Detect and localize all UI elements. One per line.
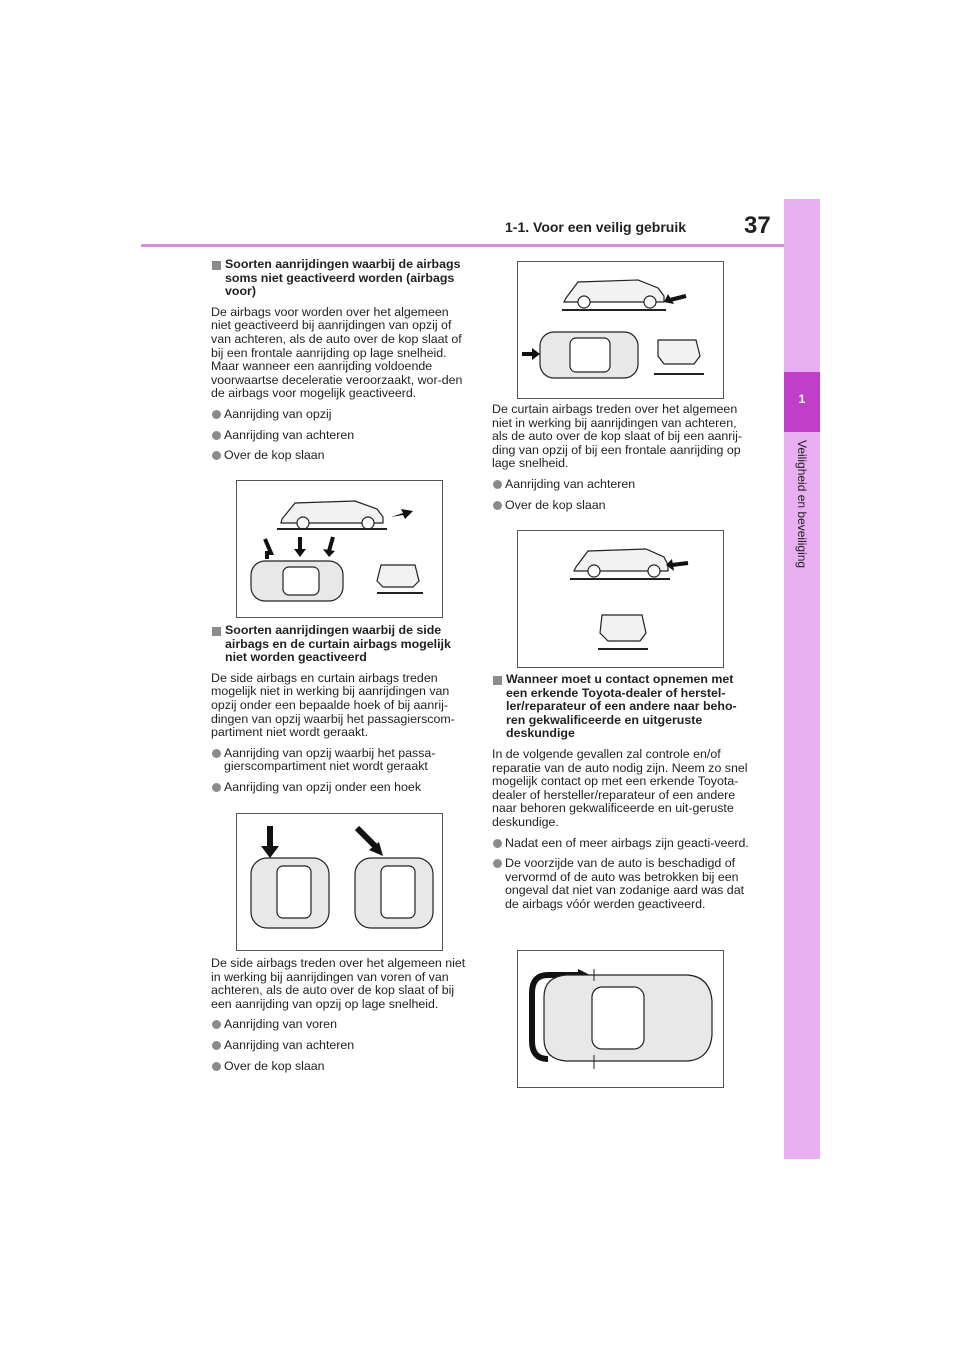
car-top-view-icon [544,975,712,1061]
header-divider [141,244,784,247]
car-rear-view-icon [377,565,423,593]
illustration-front-damage [517,950,724,1088]
arrow-icon [672,563,688,565]
body-text: De side airbags treden over het algemeen niet in werking bij aanrijdingen van voren of van achteren, als de auto over de kop slaat of bij een aanrijding van opzij op lage snelheid. [211,956,466,1011]
list-item: Aanrijding van achteren [211,429,468,443]
left-section-3 [211,957,468,1080]
page-number: 37 [744,212,771,239]
car-side-view-icon [564,280,664,308]
list-item: Over de kop slaan [211,449,468,463]
list-item: Aanrijding van voren [211,1018,468,1032]
arrow-icon [265,539,271,559]
body-text: De airbags voor worden over het algemeen niet geactiveerd bij aanrijdingen van opzij of van achteren, als de auto over de kop slaat of bij een frontale aanrijding op lage snelheid. Maar wanneer een aanrijding voldoende voorwaartse deceleratie veroorzaakt, wor-den de airbags voor mogelijk geactiveerd. [211,304,463,401]
car-top-view-icon [251,858,329,928]
left-section-1 [211,258,468,470]
list-item: Aanrijding van achteren [492,478,749,492]
car-side-view-icon [281,501,383,529]
right-section-2 [492,673,749,919]
illustration-rear-rollover [517,530,724,668]
body-text: In de volgende gevallen zal controle en/of reparatie van de auto nodig zijn. Neem zo snel mogelijk contact op met een erkende Toyota-dealer of hersteller/reparateur of een andere naar behoren gekwalificeerde en uit-geruste deskundige. [492,746,748,829]
list-item: Aanrijding van opzij waarbij het passa-gierscompartiment niet wordt geraakt [211,747,468,774]
arrow-icon [391,509,413,519]
illustration-side-airbag-crashes [236,813,443,951]
list-item: Aanrijding van achteren [211,1039,468,1053]
list-item: De voorzijde van de auto is beschadigd of vervormd of de auto was betrokken bij een ongeval dat niet van zodanige aard was dat de airbags vóór werden geactiveerd. [492,857,749,911]
car-rear-view-icon [654,340,704,374]
list-item: Over de kop slaan [211,1060,468,1074]
section-heading: Soorten aanrijdingen waarbij de side airbags en de curtain airbags mogelijk niet worden geactiveerd [211,624,468,665]
body-text: De curtain airbags treden over het algemeen niet in werking bij aanrijdingen van achteren, als de auto over de kop slaat of bij een aanrij-ding van opzij of bij een frontale aanrijding op lage snelheid. [492,402,743,471]
car-top-view-icon [355,858,433,928]
left-section-2 [211,624,468,802]
body-text: De side airbags en curtain airbags treden mogelijk niet in werking bij aanrijdingen van opzij onder een bepaalde hoek of bij aanrij-dingen van opzij waarbij het passagierscom-partiment niet wordt geraakt. [211,670,455,740]
section-heading: Soorten aanrijdingen waarbij de airbags soms niet geactiveerd worden (airbags voor) [211,258,468,299]
right-section-1 [492,403,749,519]
arrow-icon [670,296,686,300]
section-heading: Wanneer moet u contact opnemen met een erkende Toyota-dealer of herstel-ler/reparateur of een andere naar beho-ren gekwalificeerde en uitgeruste deskundige [492,673,749,741]
list-item: Aanrijding van opzij [211,408,468,422]
chapter-side-tab [784,199,820,1159]
list-item: Over de kop slaan [492,499,749,513]
car-rear-view-icon [598,615,648,649]
illustration-curtain-airbag-crashes [517,261,724,399]
chapter-number: 1 [798,392,806,406]
arrow-icon [329,537,333,551]
car-side-view-icon [574,549,668,577]
car-top-view-icon [251,561,343,601]
illustration-front-airbag-crashes [236,480,443,618]
list-item: Nadat een of meer airbags zijn geacti-veerd. [492,837,749,851]
arrow-icon [357,828,377,848]
car-top-view-icon [540,332,638,378]
footer-watermark: carmanualsonline.info [405,1335,555,1351]
chapter-title: Veiligheid en beveiliging [795,440,809,569]
list-item: Aanrijding van opzij onder een hoek [211,781,468,795]
section-header: 1-1. Voor een veilig gebruik [505,219,687,235]
